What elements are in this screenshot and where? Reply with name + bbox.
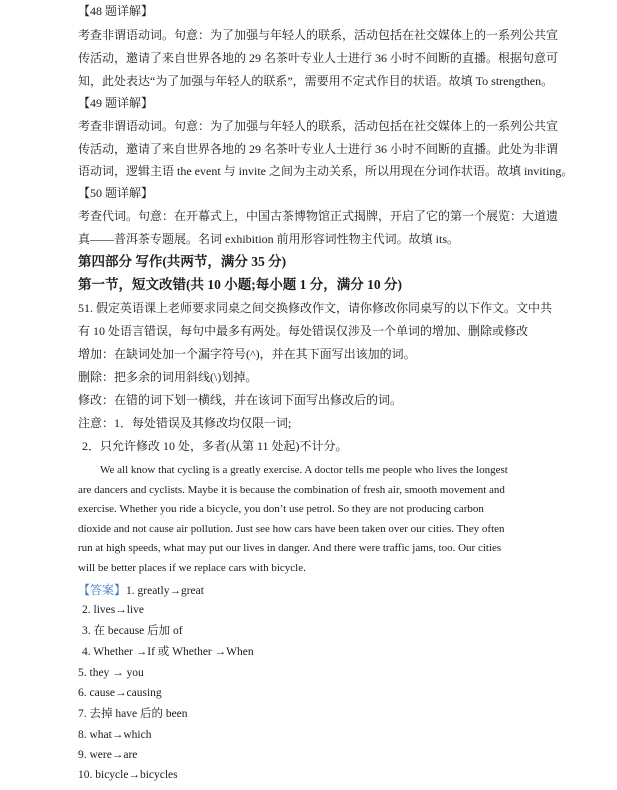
q50-explanation-title: 【50 题详解】 <box>78 186 154 200</box>
q49-explanation-line: 考查非谓语动词。句意：为了加强与年轻人的联系，活动包括在社交媒体上的一系列公共宣 <box>78 119 559 133</box>
q48-explanation-line: 知，此处表达“为了加强与年轻人的联系”，需要用不定式作目的状语。故填 To strengthen。 <box>78 74 554 88</box>
q50-explanation-line: 真——普洱茶专题展。名词 exhibition 前用形容词性物主代词。故填 its。 <box>78 232 460 246</box>
passage-line: We all know that cycling is a greatly exercise. A doctor tells me people who lives the longest <box>100 464 508 476</box>
passage-line: will be better places if we replace cars with bicycle. <box>78 562 306 574</box>
q49-explanation-title: 【49 题详解】 <box>78 96 154 110</box>
instruction-modify: 修改：在错的词下划一横线，并在该词下面写出修改后的词。 <box>78 393 403 407</box>
answer-item: 3. 在 because 后加 of <box>82 625 183 637</box>
answer-item: 1. greatly→great <box>126 585 204 597</box>
answer-item: 2. lives→live <box>82 604 144 616</box>
q48-explanation-line: 传活动，邀请了来自世界各地的 29 名茶叶专业人士进行 36 小时不间断的直播。根据句意可 <box>78 51 559 65</box>
answer-item: 7. 去掉 have 后的 been <box>78 708 188 720</box>
answer-item: 6. cause→causing <box>78 687 162 699</box>
answer-item: 8. what→which <box>78 729 152 741</box>
instruction-delete: 删除：把多余的词用斜线(\)划掉。 <box>78 370 258 384</box>
q49-explanation-line: 语动词，逻辑主语 the event 与 invite 之间为主动关系，所以用现在分词作状语。故填 inviting。 <box>78 164 574 178</box>
instruction-line: 有 10 处语言错误，每句中最多有两处。每处错误仅涉及一个单词的增加、删除或修改 <box>78 324 529 338</box>
answer-item: 10. bicycle→bicycles <box>78 769 178 781</box>
answer-item: 9. were→are <box>78 749 138 761</box>
instruction-line: 51. 假定英语课上老师要求同桌之间交换修改作文，请你修改你同桌写的以下作文。文中共 <box>78 301 553 315</box>
q48-explanation-line: 考查非谓语动词。句意：为了加强与年轻人的联系，活动包括在社交媒体上的一系列公共宣 <box>78 28 559 42</box>
passage-line: exercise. Whether you ride a bicycle, you don’t use petrol. So they are not producing carbon <box>78 503 484 515</box>
q49-explanation-line: 传活动，邀请了来自世界各地的 29 名茶叶专业人士进行 36 小时不间断的直播。此处为非谓 <box>78 142 559 156</box>
instruction-note-2: 2．只允许修改 10 处，多者(从第 11 处起)不计分。 <box>82 439 348 453</box>
answer-item: 5. they → you <box>78 667 144 679</box>
section1-heading: 第一节，短文改错(共 10 小题;每小题 1 分，满分 10 分) <box>78 277 402 292</box>
instruction-add: 增加：在缺词处加一个漏字符号(^)，并在其下面写出该加的词。 <box>78 347 416 361</box>
answer-row <box>78 582 204 599</box>
part4-heading: 第四部分 写作(共两节，满分 35 分) <box>78 254 287 269</box>
answer-label: 【答案】 <box>78 583 127 597</box>
q50-explanation-line: 考查代词。句意：在开幕式上，中国古茶博物馆正式揭牌，开启了它的第一个展览：大道遗 <box>78 209 559 223</box>
instruction-note-1: 注意：1．每处错误及其修改均仅限一词; <box>78 416 292 430</box>
passage-line: dioxide and not cause air pollution. Just see how cars have been taken over our cities. They often <box>78 523 505 535</box>
answer-item: 4. Whether →If 或 Whether →When <box>82 646 254 658</box>
passage-line: run at high speeds, what may put our lives in danger. And there were traffic jams, too. Our cities <box>78 542 502 554</box>
q48-explanation-title: 【48 题详解】 <box>78 4 154 18</box>
passage-line: are dancers and cyclists. Maybe it is because the combination of fresh air, smooth movement and <box>78 484 505 496</box>
